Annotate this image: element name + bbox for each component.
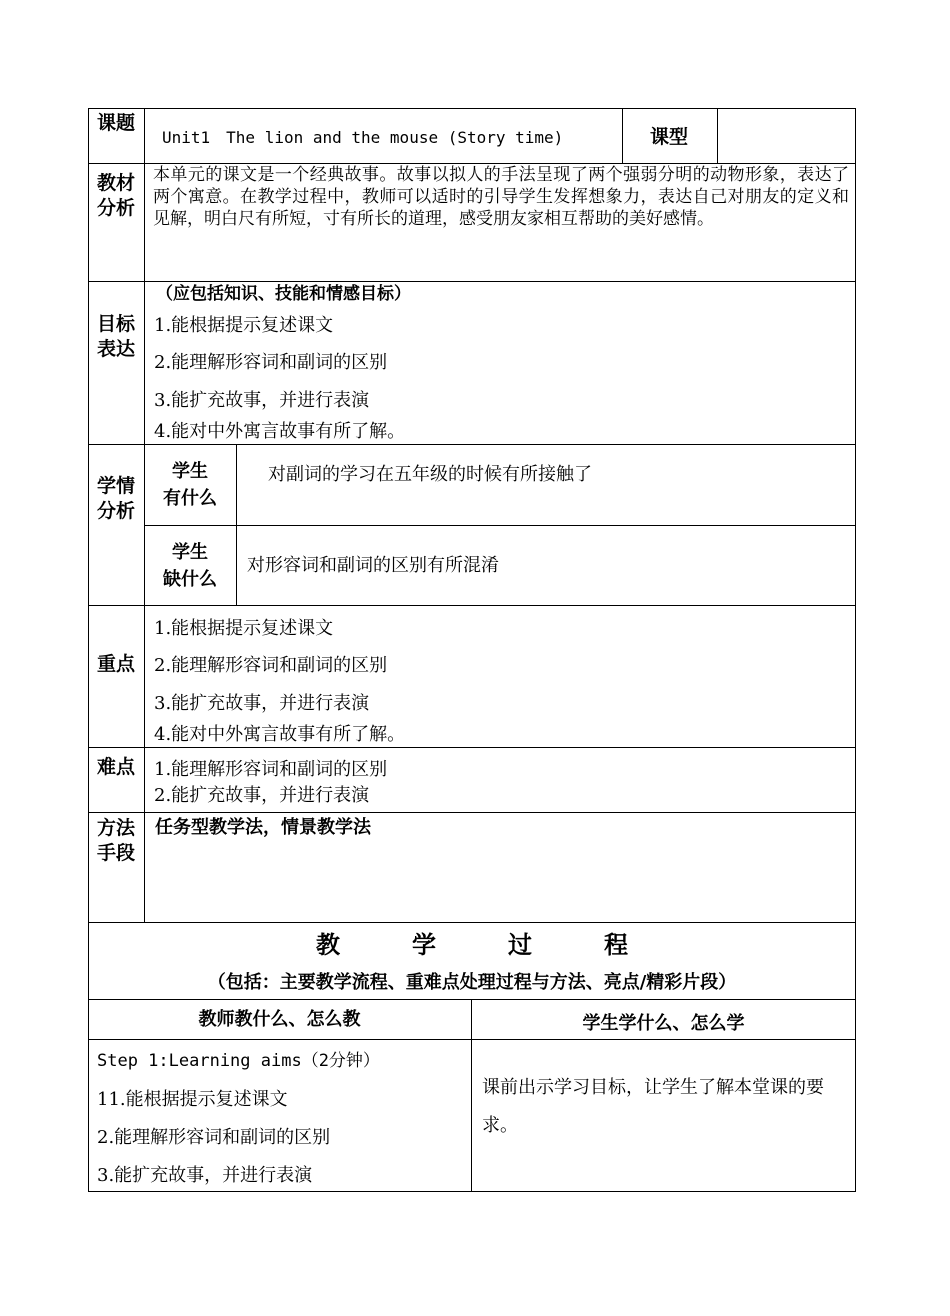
material-label: 教材分析 (96, 172, 135, 219)
key-point-item: 1.能根据提示复述课文 (154, 618, 334, 639)
learner-label: 学情分析 (96, 475, 135, 522)
row-divider (88, 444, 856, 445)
table-border-bottom (88, 1191, 856, 1192)
goal-item: 4.能对中外寓言故事有所了解。 (154, 421, 406, 442)
process-subtitle: （包括：主要教学流程、重难点处理过程与方法、亮点/精彩片段） (207, 972, 737, 993)
key-points-label: 重点 (96, 653, 135, 675)
goal-item: 2.能理解形容词和副词的区别 (154, 352, 388, 373)
difficulty-item: 1.能理解形容词和副词的区别 (154, 759, 388, 780)
type-label: 课型 (650, 126, 689, 148)
col-divider (622, 108, 623, 164)
student-column-header: 学生学什么、怎么学 (582, 1013, 745, 1034)
goals-note: （应包括知识、技能和情感目标） (156, 284, 411, 304)
difficulties-label: 难点 (96, 756, 135, 778)
has-text: 对副词的学习在五年级的时候有所接触了 (268, 464, 592, 485)
lack-label-line2: 缺什么 (163, 569, 217, 590)
row-divider (88, 747, 856, 748)
row-divider (88, 1039, 856, 1040)
goal-item: 1.能根据提示复述课文 (154, 315, 334, 336)
key-point-item: 4.能对中外寓言故事有所了解。 (154, 724, 406, 745)
teacher-column-header: 教师教什么、怎么教 (198, 1009, 361, 1030)
row-divider (88, 812, 856, 813)
table-border-top (88, 108, 856, 109)
row-divider (144, 525, 856, 526)
student-text: 课前出示学习目标，让学生了解本堂课的要求。 (482, 1077, 824, 1136)
methods-text: 任务型教学法，情景教学法 (155, 817, 371, 838)
col-divider (717, 108, 718, 164)
goal-item: 3.能扩充故事，并进行表演 (154, 390, 370, 411)
col-divider (236, 444, 237, 606)
topic-value: Unit1 The lion and the mouse (Story time) (162, 128, 564, 147)
process-title: 教 学 过 程 (316, 931, 628, 959)
row-divider (88, 922, 856, 923)
difficulty-item: 2.能扩充故事，并进行表演 (154, 785, 370, 806)
row-divider (88, 999, 856, 1000)
step-item: 2.能理解形容词和副词的区别 (97, 1127, 331, 1148)
row-divider (88, 281, 856, 282)
row-divider (88, 605, 856, 606)
label-column-divider (144, 108, 145, 923)
topic-label: 课题 (96, 112, 135, 134)
step-title: Step 1:Learning aims（2分钟） (97, 1051, 380, 1071)
key-point-item: 2.能理解形容词和副词的区别 (154, 655, 388, 676)
has-label-line1: 学生 (172, 461, 208, 482)
methods-label: 方法手段 (96, 817, 135, 864)
has-label-line2: 有什么 (163, 488, 217, 509)
step-item: 11.能根据提示复述课文 (97, 1089, 288, 1110)
goals-label: 目标表达 (96, 313, 135, 360)
material-text: 本单元的课文是一个经典故事。故事以拟人的手法呈现了两个强弱分明的动物形象，表达了两个寓意。在教学过程中，教师可以适时的引导学生发挥想象力，表达自己对朋友的定义和见解，明白尺有所短，寸有所长的道理，感受朋友家相互帮助的美好感情。 (153, 165, 849, 229)
step-item: 3.能扩充故事，并进行表演 (97, 1165, 313, 1186)
key-point-item: 3.能扩充故事，并进行表演 (154, 693, 370, 714)
lack-text: 对形容词和副词的区别有所混淆 (247, 555, 499, 576)
lack-label-line1: 学生 (172, 542, 208, 563)
